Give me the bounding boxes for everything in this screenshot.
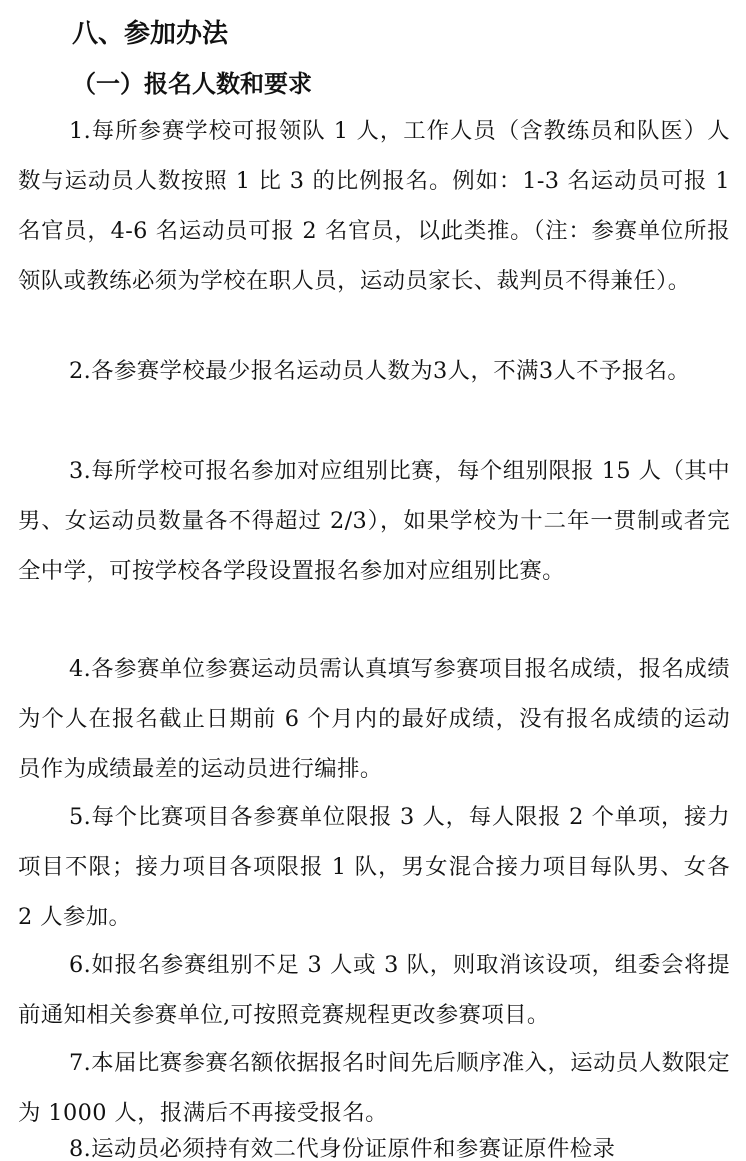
paragraph-1: 1.每所参赛学校可报领队 1 人，工作人员（含教练员和队医）人数与运动员人数按照 1 比 3 的比例报名。例如：1-3 名运动员可报 1 名官员，4-6 名运动员可报 2 名官员，以此类推。（注：参赛单位所报领队或教练必须为学校在职人员，运动员家长、裁判员不得兼任）。 bbox=[18, 118, 730, 294]
paragraph-6: 6.如报名参赛组别不足 3 人或 3 队，则取消该设项，组委会将提前通知相关参赛单位,可按照竞赛规程更改参赛项目。 bbox=[18, 952, 730, 1028]
paragraph-5: 5.每个比赛项目各参赛单位限报 3 人，每人限报 2 个单项，接力项目不限；接力项目各项限报 1 队，男女混合接力项目每队男、女各 2 人参加。 bbox=[18, 804, 730, 930]
paragraph-3: 3.每所学校可报名参加对应组别比赛，每个组别限报 15 人（其中男、女运动员数量各不得超过 2/3），如果学校为十二年一贯制或者完全中学，可按学校各学段设置报名参加对应组别比赛。 bbox=[18, 458, 730, 584]
paragraph-2: 2.各参赛学校最少报名运动员人数为3人，不满3人不予报名。 bbox=[69, 358, 691, 384]
paragraph-8: 8.运动员必须持有效二代身份证原件和参赛证原件检录 bbox=[69, 1136, 616, 1161]
section-heading: 八、参加办法 bbox=[72, 19, 229, 49]
subsection-heading: （一）报名人数和要求 bbox=[72, 69, 312, 98]
paragraph-4: 4.各参赛单位参赛运动员需认真填写参赛项目报名成绩，报名成绩为个人在报名截止日期前 6 个月内的最好成绩，没有报名成绩的运动员作为成绩最差的运动员进行编排。 bbox=[18, 656, 730, 782]
paragraph-7: 7.本届比赛参赛名额依据报名时间先后顺序准入，运动员人数限定为 1000 人，报满后不再接受报名。 bbox=[18, 1050, 730, 1126]
